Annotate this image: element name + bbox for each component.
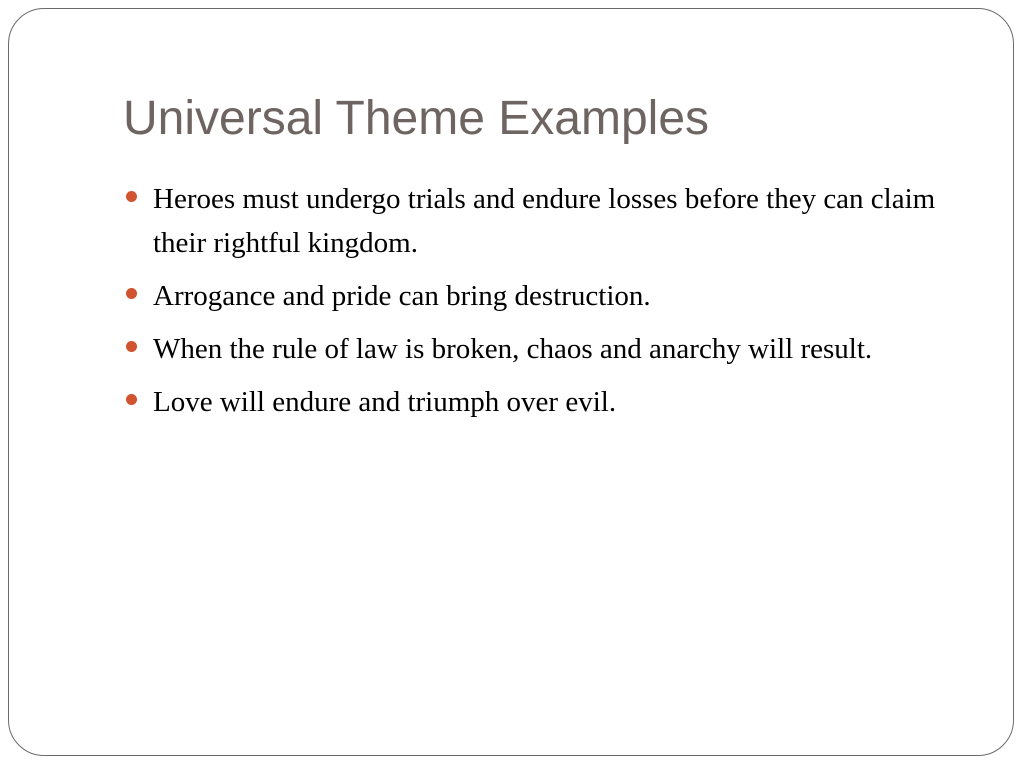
bullet-item-3 bbox=[123, 327, 983, 371]
bullet-text: When the rule of law is broken, chaos and anarchy will result. bbox=[153, 333, 873, 365]
bullet-item-2 bbox=[123, 274, 983, 318]
bullet-text: Love will endure and triumph over evil. bbox=[153, 386, 617, 418]
bullet-list bbox=[123, 177, 983, 433]
slide-title: Universal Theme Examples bbox=[123, 92, 710, 145]
bullet-item-1 bbox=[123, 177, 983, 265]
slide-frame bbox=[8, 8, 1014, 756]
bullet-item-4 bbox=[123, 380, 983, 424]
bullet-dot-icon bbox=[126, 288, 137, 299]
bullet-dot-icon bbox=[126, 341, 137, 352]
bullet-dot-icon bbox=[126, 394, 137, 405]
bullet-dot-icon bbox=[126, 191, 137, 202]
bullet-text: Arrogance and pride can bring destruction. bbox=[153, 280, 651, 312]
bullet-text: Heroes must undergo trials and endure losses before they can claim their rightful kingdom. bbox=[153, 183, 936, 259]
